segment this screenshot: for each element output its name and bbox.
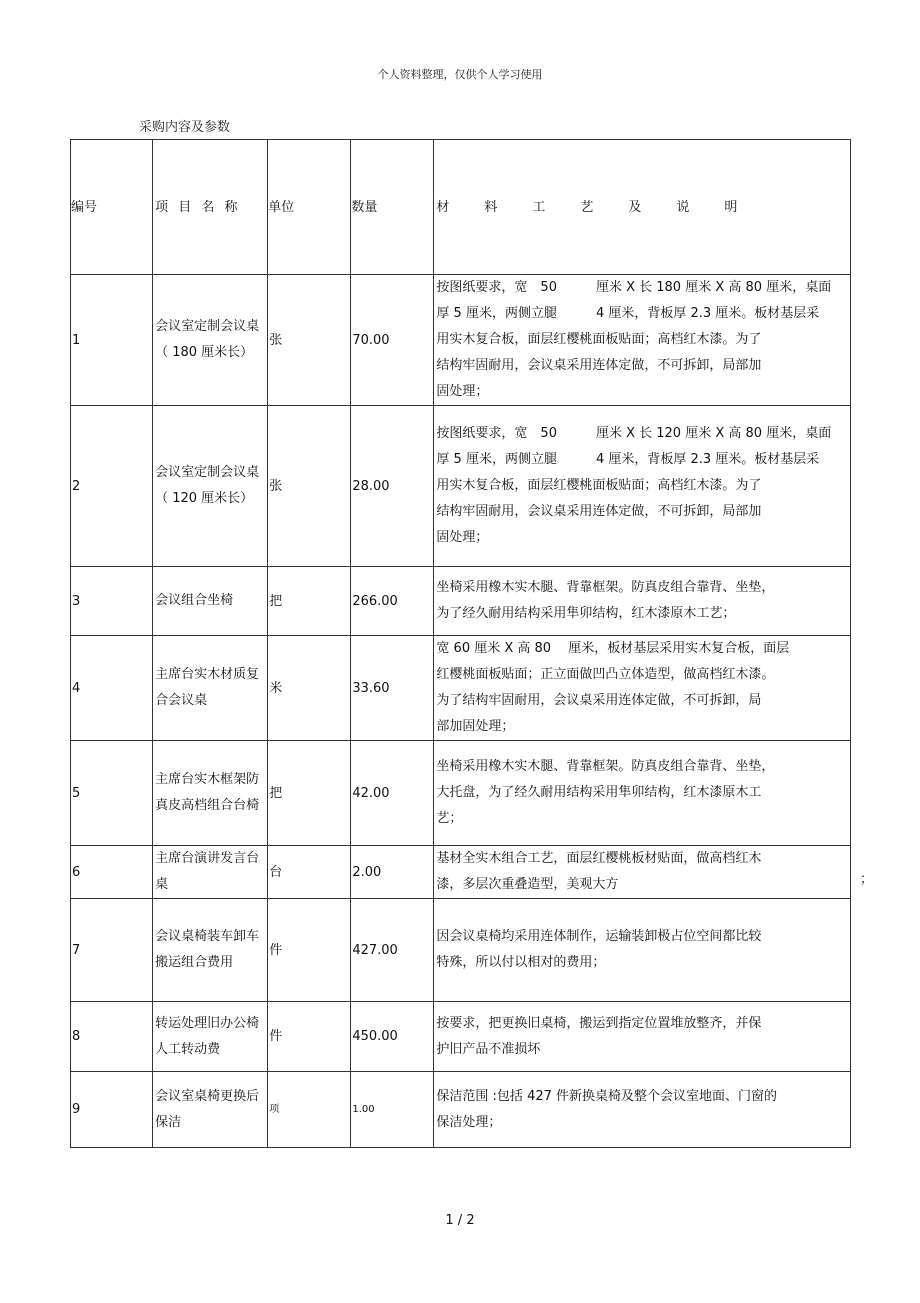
description-line: 为了经久耐用结构采用隼卯结构，红木漆原木工艺； bbox=[436, 606, 736, 621]
description-line: 艺； bbox=[436, 811, 463, 826]
item-description bbox=[434, 846, 851, 899]
item-unit: 件 bbox=[268, 899, 351, 1002]
table-row bbox=[71, 1072, 851, 1148]
header-desc-char: 明 bbox=[724, 199, 738, 215]
item-quantity: 33.60 bbox=[351, 636, 434, 741]
row-number: 4 bbox=[71, 636, 153, 741]
description-line: 特殊，所以付以相对的费用； bbox=[436, 955, 606, 970]
item-unit: 台 bbox=[268, 846, 351, 899]
table-row bbox=[71, 275, 851, 406]
item-name: 转运处理旧办公椅人工转动费 bbox=[153, 1002, 268, 1072]
description-line: 漆，多层次重叠造型，美观大方 bbox=[436, 877, 619, 892]
table-row bbox=[71, 899, 851, 1002]
header-note: 个人资料整理，仅供个人学习使用 bbox=[377, 68, 543, 81]
page-number: 1 / 2 bbox=[445, 1213, 475, 1228]
row-number: 2 bbox=[71, 406, 153, 567]
item-name: 会议桌椅装车卸车搬运组合费用 bbox=[153, 899, 268, 1002]
item-name: 主席台实木框架防真皮高档组合台椅 bbox=[153, 741, 268, 846]
section-title: 采购内容及参数 bbox=[139, 120, 231, 135]
description-line: 固处理； bbox=[436, 384, 489, 399]
item-name: 会议室桌椅更换后保洁 bbox=[153, 1072, 268, 1148]
header-desc-char: 及 bbox=[628, 199, 642, 215]
header-desc-char: 材 bbox=[436, 199, 450, 215]
table-row bbox=[71, 1002, 851, 1072]
row-number: 7 bbox=[71, 899, 153, 1002]
trailing-punctuation: ； bbox=[860, 872, 874, 887]
description-line: 用实木复合板，面层红樱桃面板贴面；高档红木漆。为了 bbox=[436, 478, 762, 493]
row-number: 9 bbox=[71, 1072, 153, 1148]
item-name: 会议组合坐椅 bbox=[153, 567, 268, 636]
row-number: 6 bbox=[71, 846, 153, 899]
description-line: 用实木复合板，面层红樱桃面板贴面；高档红木漆。为了 bbox=[436, 332, 762, 347]
item-description bbox=[434, 1072, 851, 1148]
item-description bbox=[434, 406, 851, 567]
description-line: 坐椅采用橡木实木腿、背靠框架。防真皮组合靠背、坐垫， bbox=[436, 580, 775, 595]
row-number: 5 bbox=[71, 741, 153, 846]
item-unit: 把 bbox=[268, 567, 351, 636]
header-desc-char: 说 bbox=[676, 199, 690, 215]
header-desc-char: 工 bbox=[532, 199, 546, 215]
description-line: 坐椅采用橡木实木腿、背靠框架。防真皮组合靠背、坐垫， bbox=[436, 759, 775, 774]
item-unit: 项 bbox=[268, 1072, 351, 1148]
item-quantity: 427.00 bbox=[351, 899, 434, 1002]
header-desc-char: 艺 bbox=[580, 199, 594, 215]
item-unit: 米 bbox=[268, 636, 351, 741]
table-row bbox=[71, 846, 851, 899]
header-unit: 单位 bbox=[268, 140, 351, 275]
table-header-row bbox=[71, 140, 851, 275]
description-line: 结构牢固耐用，会议桌采用连体定做，不可拆卸，局部加 bbox=[436, 504, 762, 519]
description-line: 大托盘，为了经久耐用结构采用隼卯结构，红木漆原木工 bbox=[436, 785, 762, 800]
description-line: 固处理； bbox=[436, 530, 489, 545]
item-quantity: 2.00 bbox=[351, 846, 434, 899]
description-line: 护旧产品不准损坏 bbox=[436, 1041, 541, 1057]
item-quantity: 42.00 bbox=[351, 741, 434, 846]
item-name: 主席台演讲发言台桌 bbox=[153, 846, 268, 899]
item-description bbox=[434, 275, 851, 406]
header-name: 项 目 名 称 bbox=[153, 140, 268, 275]
description-line: 因会议桌椅均采用连体制作，运输装卸极占位空间都比较 bbox=[436, 929, 762, 944]
description-line: 结构牢固耐用，会议桌采用连体定做，不可拆卸，局部加 bbox=[436, 358, 762, 373]
table-row bbox=[71, 567, 851, 636]
table-row bbox=[71, 636, 851, 741]
item-description bbox=[434, 899, 851, 1002]
header-desc bbox=[434, 140, 851, 275]
item-unit: 张 bbox=[268, 275, 351, 406]
item-unit: 把 bbox=[268, 741, 351, 846]
item-quantity: 266.00 bbox=[351, 567, 434, 636]
item-name: 主席台实木材质复合会议桌 bbox=[153, 636, 268, 741]
description-line: 红樱桃面板贴面；正立面做凹凸立体造型，做高档红木漆。 bbox=[436, 667, 775, 682]
header-qty: 数量 bbox=[351, 140, 434, 275]
description-line: 保洁处理； bbox=[436, 1114, 502, 1130]
description-line: 厚 5 厘米，两侧立腿 4 厘米，背板厚 2.3 厘米。板材基层采 bbox=[436, 306, 820, 321]
item-quantity: 450.00 bbox=[351, 1002, 434, 1072]
item-name: 会议室定制会议桌（ 180 厘米长） bbox=[153, 275, 268, 406]
description-line: 按要求，把更换旧桌椅，搬运到指定位置堆放整齐，并保 bbox=[436, 1015, 762, 1031]
description-line: 宽 60 厘米 X 高 80 厘米，板材基层采用实木复合板，面层 bbox=[436, 641, 790, 656]
table-row bbox=[71, 406, 851, 567]
description-line: 为了结构牢固耐用，会议桌采用连体定做，不可拆卸，局 bbox=[436, 693, 762, 708]
description-line: 保洁范围 :包括 427 件新换桌椅及整个会议室地面、门窗的 bbox=[436, 1088, 778, 1104]
description-line: 基材全实木组合工艺，面层红樱桃板材贴面，做高档红木 bbox=[436, 851, 762, 866]
item-quantity: 70.00 bbox=[351, 275, 434, 406]
item-description bbox=[434, 1002, 851, 1072]
description-line: 部加固处理； bbox=[436, 719, 515, 734]
item-description bbox=[434, 567, 851, 636]
row-number: 3 bbox=[71, 567, 153, 636]
item-unit: 件 bbox=[268, 1002, 351, 1072]
item-quantity: 1.00 bbox=[351, 1072, 434, 1148]
item-description bbox=[434, 636, 851, 741]
item-quantity: 28.00 bbox=[351, 406, 434, 567]
row-number: 1 bbox=[71, 275, 153, 406]
item-unit: 张 bbox=[268, 406, 351, 567]
description-line: 厚 5 厘米，两侧立腿 4 厘米，背板厚 2.3 厘米。板材基层采 bbox=[436, 452, 820, 467]
table-row bbox=[71, 741, 851, 846]
item-description bbox=[434, 741, 851, 846]
header-desc-char: 料 bbox=[484, 199, 498, 215]
procurement-table bbox=[70, 139, 851, 1148]
description-line: 按图纸要求，宽 50 厘米 X 长 120 厘米 X 高 80 厘米，桌面 bbox=[436, 426, 832, 441]
row-number: 8 bbox=[71, 1002, 153, 1072]
item-name: 会议室定制会议桌（ 120 厘米长） bbox=[153, 406, 268, 567]
description-line: 按图纸要求，宽 50 厘米 X 长 180 厘米 X 高 80 厘米，桌面 bbox=[436, 280, 832, 295]
header-no: 编号 bbox=[71, 140, 153, 275]
